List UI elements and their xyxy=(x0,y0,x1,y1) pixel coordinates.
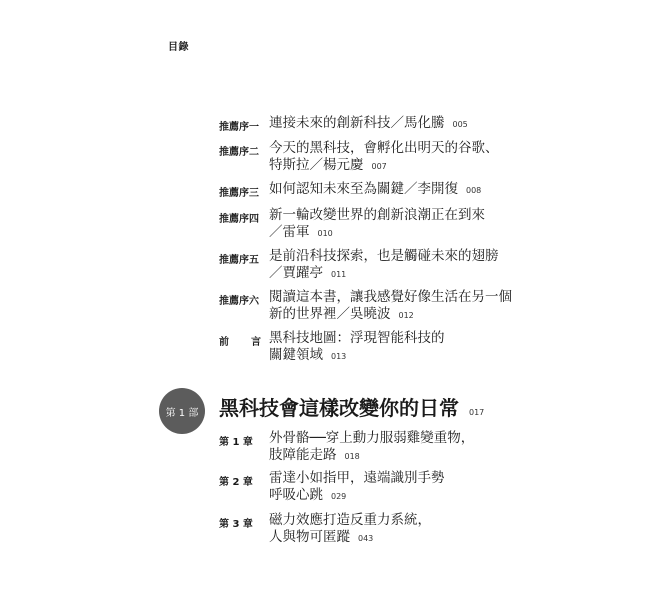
entry-title xyxy=(269,289,569,324)
entry-title-line: 新一輪改變世界的創新浪潮正在到來 xyxy=(269,207,485,223)
entry-title xyxy=(269,115,569,133)
toc-heading: 目錄 xyxy=(168,42,189,53)
entry-label: 推薦序二 xyxy=(219,147,259,158)
entry-title-line: 肢障能走路 xyxy=(269,447,337,463)
entry-title xyxy=(269,248,569,283)
entry-title-line: 閱讀這本書，讓我感覺好像生活在另一個 xyxy=(269,289,512,305)
entry-page-number: 008 xyxy=(466,186,482,195)
entry-title-line: 關鍵領域 xyxy=(269,347,323,363)
entry-title xyxy=(269,330,569,365)
entry-page-number: 043 xyxy=(358,534,374,543)
entry-title-line: 是前沿科技探索，也是觸碰未來的翅膀 xyxy=(269,248,499,264)
entry-label: 推薦序五 xyxy=(219,255,259,266)
entry-page-number: 029 xyxy=(331,492,347,501)
entry-title-line: 黑科技地圖：浮現智能科技的 xyxy=(269,330,445,346)
entry-label-char: 前 xyxy=(219,337,229,348)
entry-title-line: 磁力效應打造反重力系統， xyxy=(269,512,431,528)
entry-label: 第 1 章 xyxy=(219,437,253,448)
entry-title-line: 今天的黑科技，會孵化出明天的谷歌、 xyxy=(269,140,499,156)
entry-title-line: 如何認知未來至為關鍵／李開復 xyxy=(269,181,458,197)
entry-title-line: 人與物可匿蹤 xyxy=(269,529,350,545)
entry-label: 推薦序六 xyxy=(219,296,259,307)
entry-title xyxy=(269,430,569,465)
entry-page-number: 013 xyxy=(331,352,347,361)
entry-title-line: 外骨骼──穿上動力服弱雞變重物， xyxy=(269,430,475,446)
part-title[interactable] xyxy=(219,392,484,421)
entry-title-line: 連接未來的創新科技／馬化騰 xyxy=(269,115,445,131)
entry-title-line: 特斯拉／楊元慶 xyxy=(269,157,364,173)
entry-label xyxy=(219,333,261,348)
entry-page-number: 007 xyxy=(371,162,387,171)
entry-title-line: ／賈躍亭 xyxy=(269,265,323,281)
part-title-text: 黑科技會這樣改變你的日常 xyxy=(219,396,459,420)
entry-label: 推薦序四 xyxy=(219,214,259,225)
entry-title xyxy=(269,181,569,199)
entry-label: 第 3 章 xyxy=(219,519,253,530)
entry-title xyxy=(269,207,569,242)
entry-label-char: 言 xyxy=(251,337,261,348)
part-badge: 第 1 部 xyxy=(159,388,205,434)
entry-label: 推薦序一 xyxy=(219,122,259,133)
entry-label: 推薦序三 xyxy=(219,188,259,199)
entry-page-number: 005 xyxy=(452,120,468,129)
part-page-number: 017 xyxy=(469,408,485,417)
entry-page-number: 012 xyxy=(398,311,414,320)
entry-title-line: ／雷軍 xyxy=(269,224,310,240)
entry-title-line: 雷達小如指甲，遠端識別手勢 xyxy=(269,470,445,486)
entry-label: 第 2 章 xyxy=(219,477,253,488)
entry-title xyxy=(269,512,569,547)
entry-title-line: 呼吸心跳 xyxy=(269,487,323,503)
entry-page-number: 010 xyxy=(317,229,333,238)
entry-page-number: 018 xyxy=(344,452,360,461)
entry-title-line: 新的世界裡／吳曉波 xyxy=(269,306,391,322)
entry-title xyxy=(269,470,569,505)
entry-page-number: 011 xyxy=(331,270,347,279)
entry-title xyxy=(269,140,569,175)
